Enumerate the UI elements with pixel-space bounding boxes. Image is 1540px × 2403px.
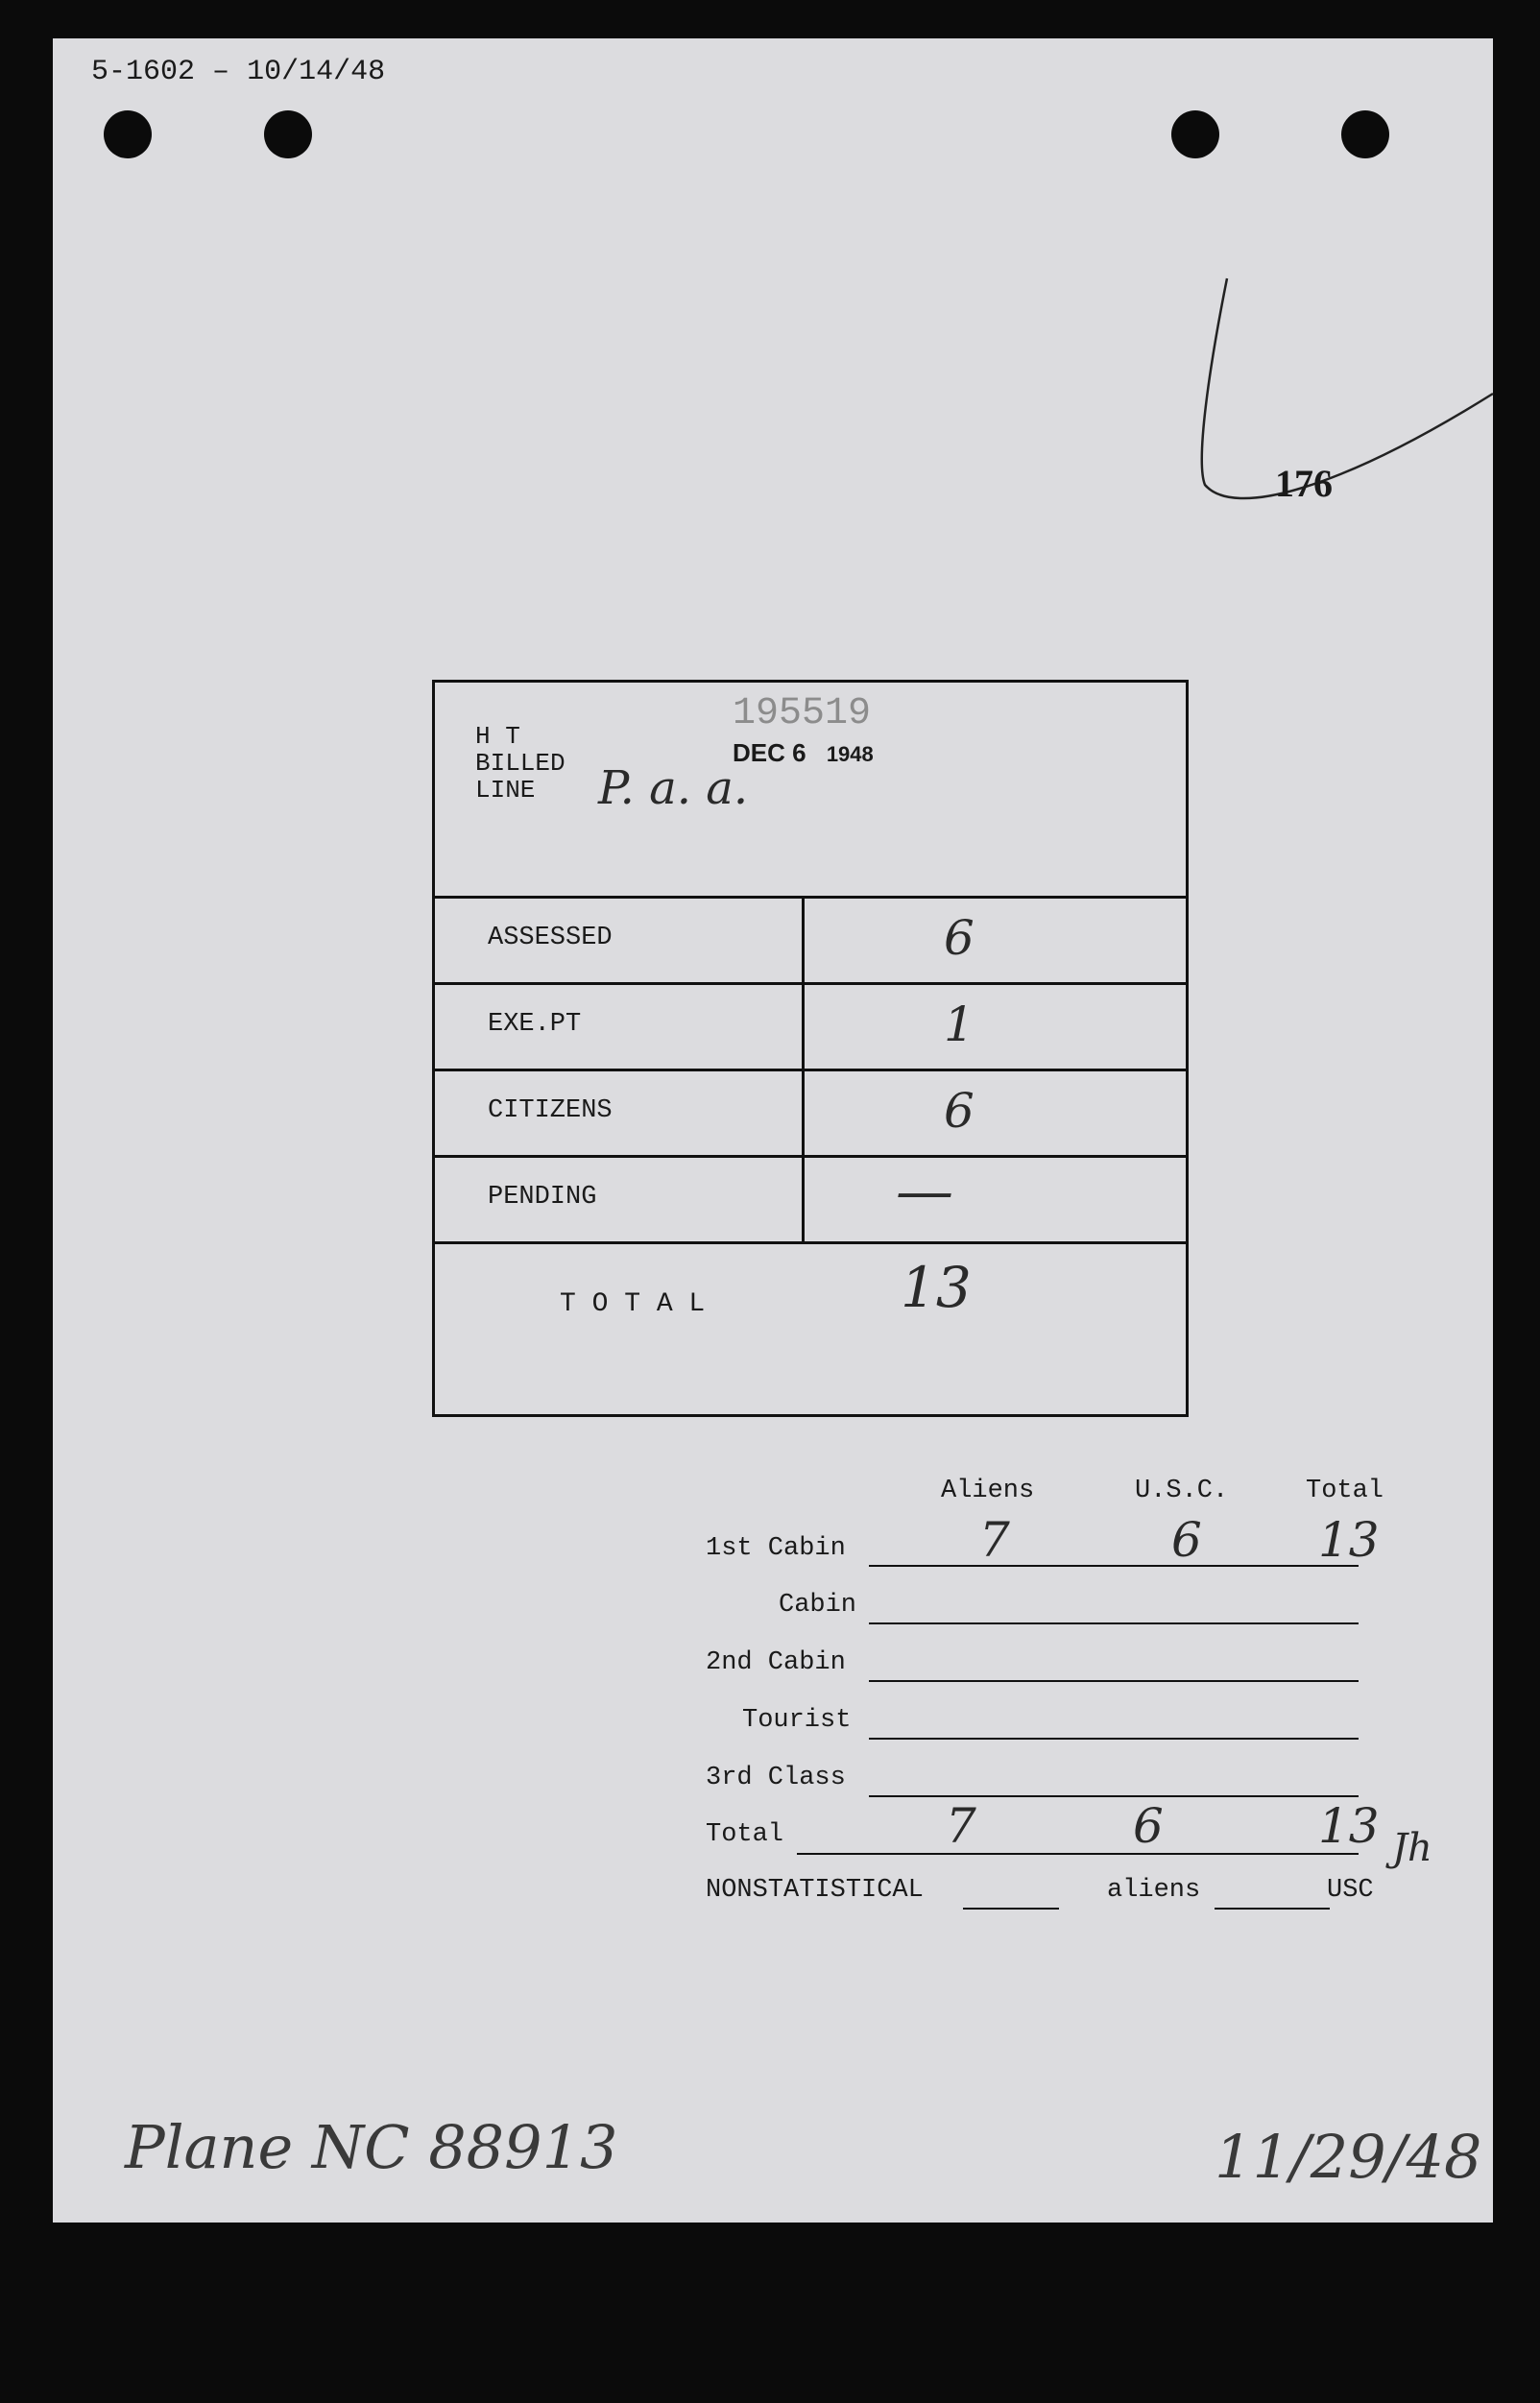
row-label: ASSESSED xyxy=(488,924,613,952)
row-label: EXE.PT xyxy=(488,1010,582,1039)
document-sheet xyxy=(53,38,1493,2223)
col-aliens: Aliens xyxy=(941,1477,1035,1505)
nonstat-usc-underline xyxy=(1215,1908,1330,1910)
label-billed: BILLED xyxy=(475,749,565,778)
stat-row-label: Cabin xyxy=(779,1591,857,1620)
billed-year: 1948 xyxy=(826,742,874,766)
punch-hole xyxy=(1171,110,1219,158)
row-value: 6 xyxy=(944,910,975,966)
row-label: PENDING xyxy=(488,1183,597,1212)
nonstat-aliens-label: aliens xyxy=(1107,1876,1201,1905)
label-line: LINE xyxy=(475,776,536,805)
row-value: 1 xyxy=(944,997,975,1052)
stat-total: 13 xyxy=(1318,1512,1380,1568)
label-ht: H T xyxy=(475,722,520,751)
line-value: P. a. a. xyxy=(598,761,749,815)
stamp-number: 195519 xyxy=(733,692,872,735)
card-row-exempt xyxy=(435,985,1186,1071)
stat-total: 13 xyxy=(1318,1798,1380,1854)
nonstat-aliens-underline xyxy=(963,1908,1059,1910)
row-value: 6 xyxy=(944,1083,975,1139)
plane-note: Plane NC 88913 xyxy=(125,2112,618,2182)
stat-aliens: 7 xyxy=(979,1512,1010,1568)
column-divider xyxy=(802,899,805,1244)
billed-date-stamp xyxy=(733,738,874,768)
form-number-text: 5-1602 xyxy=(91,56,196,88)
total-value: 13 xyxy=(901,1255,972,1320)
stat-row-label: 2nd Cabin xyxy=(706,1648,846,1677)
stat-row-underline xyxy=(869,1680,1359,1682)
card-header xyxy=(435,683,1186,899)
nonstat-usc-label: USC xyxy=(1327,1876,1374,1905)
stat-row-underline xyxy=(797,1853,1359,1855)
form-number: 5-1602 – 10/14/48 xyxy=(91,56,386,88)
card-row-pending xyxy=(435,1158,1186,1244)
punch-hole xyxy=(104,110,152,158)
stat-row-underline xyxy=(869,1795,1359,1797)
punch-hole xyxy=(264,110,312,158)
stat-aliens: 7 xyxy=(946,1798,976,1854)
form-date: 10/14/48 xyxy=(247,56,386,88)
row-value: — xyxy=(896,1158,953,1225)
stat-row-underline xyxy=(869,1738,1359,1740)
date-note: 11/29/48 xyxy=(1215,2122,1482,2192)
card-row-citizens xyxy=(435,1071,1186,1158)
stat-row-label: 1st Cabin xyxy=(706,1534,846,1563)
total-label: T O T A L xyxy=(560,1289,706,1319)
billed-date: DEC 6 xyxy=(733,738,806,767)
initials: Jh xyxy=(1392,1826,1432,1870)
stat-row-underline xyxy=(869,1622,1359,1624)
card-row-assessed xyxy=(435,899,1186,985)
stat-row-label: Total xyxy=(706,1820,784,1849)
stat-row-label: 3rd Class xyxy=(706,1764,846,1792)
col-total: Total xyxy=(1306,1477,1384,1505)
tally-card xyxy=(432,680,1189,1417)
page-number: 176 xyxy=(1275,462,1333,505)
stat-row-label: Tourist xyxy=(742,1706,852,1735)
stat-usc: 6 xyxy=(1133,1798,1164,1854)
punch-hole xyxy=(1341,110,1389,158)
row-label: CITIZENS xyxy=(488,1096,613,1125)
nonstat-label: NONSTATISTICAL xyxy=(706,1876,924,1905)
stat-row-underline xyxy=(869,1565,1359,1567)
stat-usc: 6 xyxy=(1171,1512,1202,1568)
col-usc: U.S.C. xyxy=(1135,1477,1229,1505)
